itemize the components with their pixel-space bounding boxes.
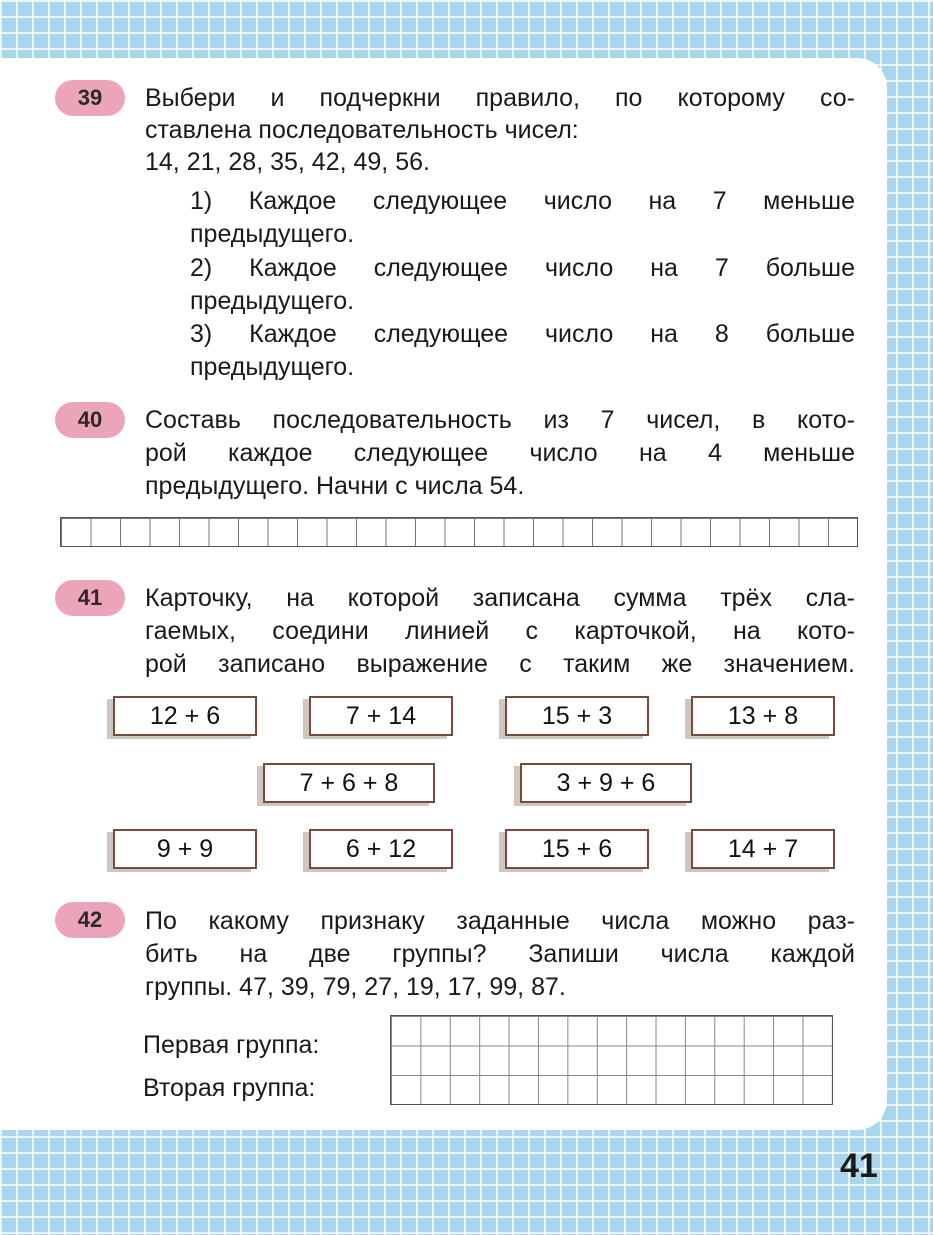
card-top-2[interactable]: 7 + 14	[309, 696, 453, 736]
task-42-number: 42	[55, 902, 125, 938]
task-39-numbers: 14, 21, 28, 35, 42, 49, 56.	[145, 148, 430, 176]
task-39-option-1[interactable]: 1) Каждое следующее число на 7 меньше	[190, 187, 855, 215]
task-39-line-2: ставлена последовательность чисел:	[145, 116, 579, 144]
task-39-line-1: Выбери и подчеркни правило, по которому со-	[145, 84, 855, 112]
card-top-3[interactable]: 15 + 3	[505, 696, 649, 736]
task-40-answer-cells[interactable]	[60, 517, 858, 547]
card-sum-2[interactable]: 3 + 9 + 6	[520, 763, 692, 803]
task-42-line-2: бить на две группы? Запиши числа каждой	[145, 940, 855, 968]
task-42-line-1: По какому признаку заданные числа можно раз-	[145, 907, 855, 935]
task-40-line-2: рой каждое следующее число на 4 меньше	[145, 439, 855, 467]
task-39-option-2-cont: предыдущего.	[190, 287, 355, 315]
card-bottom-4[interactable]: 14 + 7	[691, 829, 835, 869]
card-top-4[interactable]: 13 + 8	[691, 696, 835, 736]
card-top-1[interactable]: 12 + 6	[113, 696, 257, 736]
task-41-line-1: Карточку, на которой записана сумма трёх сла-	[145, 584, 855, 612]
first-group-label: Первая группа:	[143, 1031, 320, 1059]
second-group-label: Вторая группа:	[143, 1074, 316, 1102]
task-41-line-2: гаемых, соедини линией с карточкой, на кото-	[145, 617, 855, 645]
card-bottom-1[interactable]: 9 + 9	[113, 829, 257, 869]
task-40-number: 40	[55, 402, 125, 438]
task-41-number: 41	[55, 580, 125, 616]
task-40-line-3: предыдущего. Начни с числа 54.	[145, 472, 525, 500]
groups-answer-grid[interactable]	[390, 1015, 833, 1105]
task-39-option-1-cont: предыдущего.	[190, 220, 355, 248]
task-39-option-3[interactable]: 3) Каждое следующее число на 8 больше	[190, 320, 855, 348]
task-41-line-3: рой записано выражение с таким же значением.	[145, 650, 855, 678]
task-40-line-1: Составь последовательность из 7 чисел, в кото-	[145, 406, 855, 434]
task-39-option-2[interactable]: 2) Каждое следующее число на 7 больше	[190, 254, 855, 282]
card-bottom-3[interactable]: 15 + 6	[505, 829, 649, 869]
page-number: 41	[840, 1147, 878, 1185]
card-sum-1[interactable]: 7 + 6 + 8	[263, 763, 435, 803]
task-42-line-3: группы. 47, 39, 79, 27, 19, 17, 99, 87.	[145, 973, 566, 1001]
task-39-number: 39	[55, 80, 125, 116]
card-bottom-2[interactable]: 6 + 12	[309, 829, 453, 869]
task-39-option-3-cont: предыдущего.	[190, 353, 355, 381]
